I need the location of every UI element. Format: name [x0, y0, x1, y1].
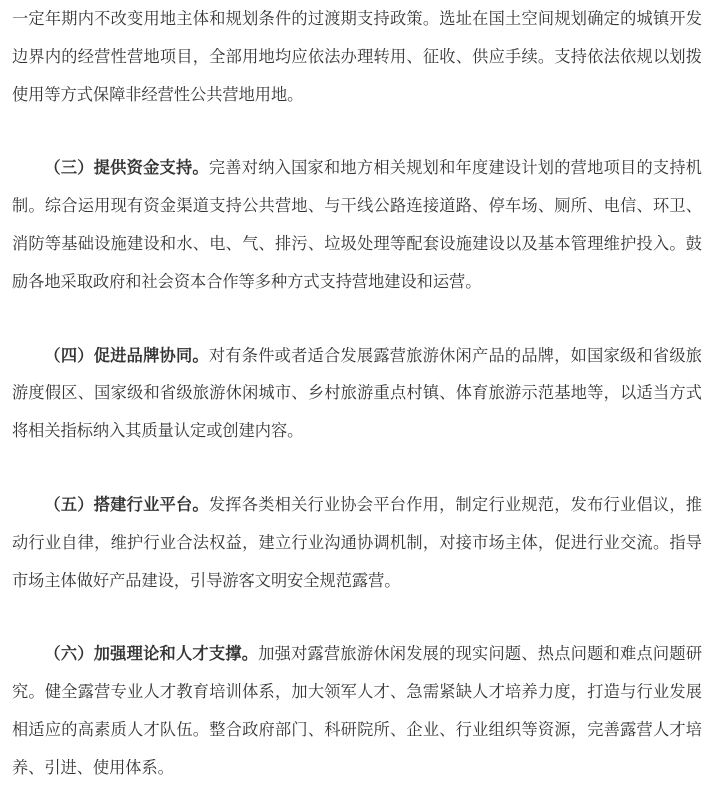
paragraph-body: 一定年期内不改变用地主体和规划条件的过渡期支持政策。选址在国土空间规划确定的城镇开发边界内的经营性营地项目，全部用地均应依法办理转用、征收、供应手续。支持依法依规以划拨使用等方式保障非经营性公共营地用地。	[12, 9, 702, 104]
paragraph-body: 发挥各类相关行业协会平台作用，制定行业规范，发布行业倡议，推动行业自律，维护行业合法权益，建立行业沟通协调机制，对接市场主体，促进行业交流。指导市场主体做好产品建设，引导游客文明安全规范露营。	[12, 494, 702, 590]
paragraph-funding-support	[12, 149, 702, 300]
paragraph-continuation	[12, 0, 702, 113]
paragraph-talent-support	[12, 635, 702, 786]
paragraph-heading: （四）促进品牌协同。	[44, 345, 209, 365]
document-body	[12, 0, 702, 787]
paragraph-heading: （三）提供资金支持。	[44, 158, 209, 178]
paragraph-industry-platform	[12, 486, 702, 599]
paragraph-body: 对有条件或者适合发展露营旅游休闲产品的品牌，如国家级和省级旅游度假区、国家级和省级旅游休闲城市、乡村旅游重点村镇、体育旅游示范基地等，以适当方式将相关指标纳入其质量认定或创建内容。	[12, 345, 702, 441]
paragraph-body: 完善对纳入国家和地方相关规划和年度建设计划的营地项目的支持机制。综合运用现有资金渠道支持公共营地、与干线公路连接道路、停车场、厕所、电信、环卫、消防等基础设施建设和水、电、气、排污、垃圾处理等配套设施建设以及基本管理维护投入。鼓励各地采取政府和社会资本合作等多种方式支持营地建设和运营。	[12, 158, 702, 291]
paragraph-heading: （六）加强理论和人才支撑。	[44, 644, 259, 664]
paragraph-body: 加强对露营旅游休闲发展的现实问题、热点问题和难点问题研究。健全露营专业人才教育培训体系，加大领军人才、急需紧缺人才培养力度，打造与行业发展相适应的高素质人才队伍。整合政府部门、科研院所、企业、行业组织等资源，完善露营人才培养、引进、使用体系。	[12, 644, 703, 777]
paragraph-brand-synergy	[12, 337, 702, 450]
paragraph-heading: （五）搭建行业平台。	[44, 494, 209, 514]
